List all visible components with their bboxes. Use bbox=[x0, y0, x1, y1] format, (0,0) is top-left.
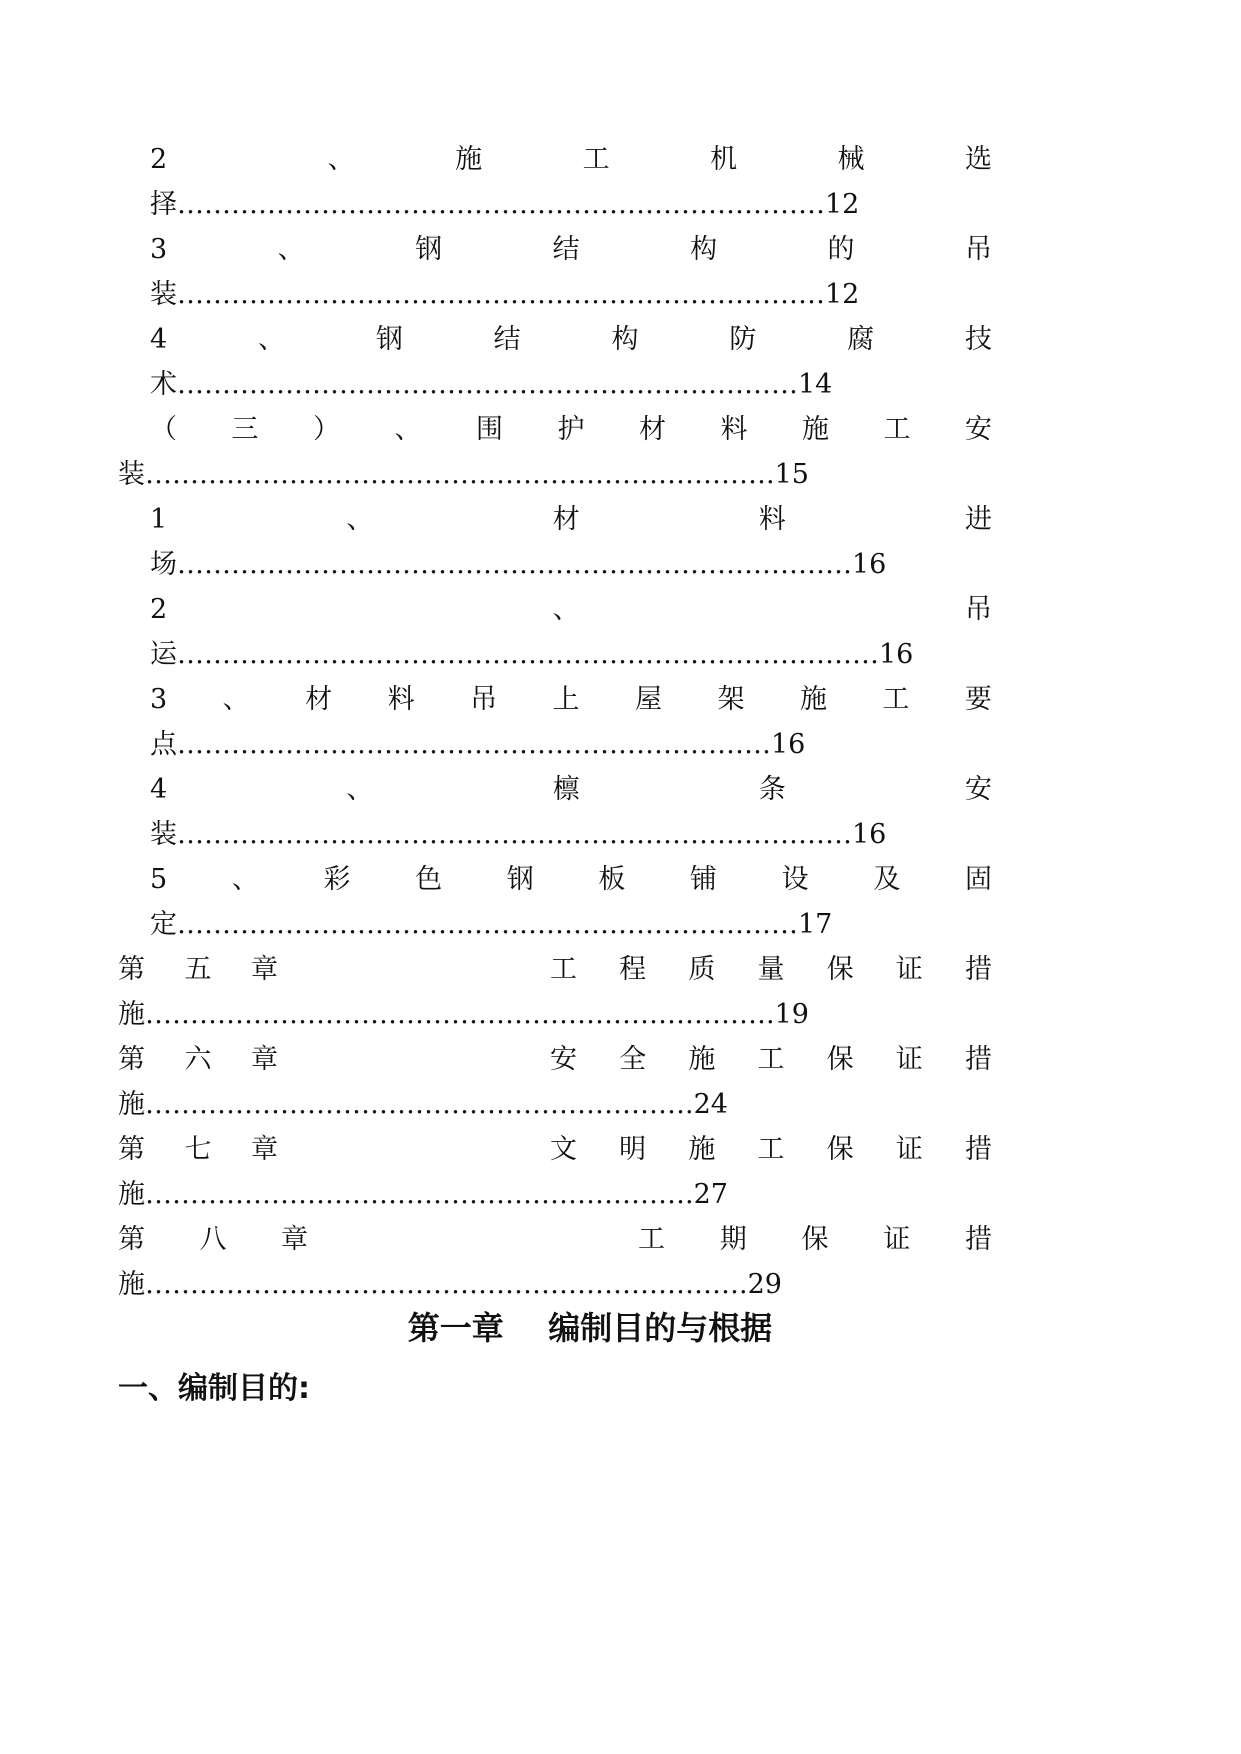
toc-title-end: 装 bbox=[118, 459, 145, 490]
toc-title-char: 2 bbox=[150, 144, 168, 175]
toc-leader: …………………………………………………………… bbox=[177, 909, 798, 940]
toc-title-char: 构 bbox=[690, 234, 718, 265]
toc-title-char: 措 bbox=[964, 1044, 992, 1075]
toc-title-char: 六 bbox=[184, 1044, 212, 1075]
toc-title-char: 章 bbox=[251, 954, 278, 985]
toc-leader: ………………………………………………………………… bbox=[177, 549, 852, 580]
toc-title-char: 围 bbox=[476, 414, 503, 445]
toc-title-char: 工 bbox=[757, 1134, 785, 1165]
toc-title-char: 要 bbox=[964, 684, 992, 715]
toc-entry-title bbox=[150, 500, 992, 540]
toc-title-end: 点 bbox=[150, 729, 177, 760]
toc-title-char: 吊 bbox=[965, 594, 992, 625]
toc-title-char: 程 bbox=[619, 954, 647, 985]
toc-title-char: 腐 bbox=[847, 324, 875, 355]
toc-title-char: 架 bbox=[717, 684, 745, 715]
toc-title-char: 安 bbox=[550, 1044, 577, 1075]
toc-entry-title bbox=[150, 410, 992, 450]
toc-title-char: 5 bbox=[150, 864, 168, 895]
toc-leader: …………………………………………………………. bbox=[145, 1269, 748, 1300]
toc-entry-leader bbox=[150, 365, 832, 405]
toc-title-char: 证 bbox=[895, 1044, 923, 1075]
toc-title-char: 工 bbox=[638, 1224, 665, 1255]
toc-page-number: 19 bbox=[774, 999, 809, 1030]
toc-page-number: 12 bbox=[825, 189, 860, 220]
toc-title-char: 吊 bbox=[965, 234, 992, 265]
toc-entry-title bbox=[150, 590, 992, 630]
toc-page-number: 27 bbox=[693, 1179, 728, 1210]
toc-page-number: 16 bbox=[852, 819, 887, 850]
toc-title-char: 第 bbox=[118, 954, 145, 985]
toc-entry-leader bbox=[150, 725, 805, 765]
toc-title-end: 定 bbox=[150, 909, 177, 940]
toc-title-char: 钢 bbox=[415, 234, 443, 265]
toc-title-char: 质 bbox=[688, 954, 716, 985]
toc-title-char: 工 bbox=[550, 954, 577, 985]
toc-title-char: 、 bbox=[277, 234, 305, 265]
toc-title-end: 装 bbox=[150, 819, 177, 850]
toc-title-char: 料 bbox=[387, 684, 415, 715]
toc-title-char: 文 bbox=[550, 1134, 577, 1165]
section-heading: 一、编制目的: bbox=[118, 1371, 310, 1406]
toc-title-char: 设 bbox=[781, 864, 809, 895]
toc-title-end: 装 bbox=[150, 279, 177, 310]
toc-title-char: 措 bbox=[965, 1224, 992, 1255]
toc-leader: ………………………………………………………………… bbox=[177, 819, 852, 850]
toc-title-char: 3 bbox=[150, 684, 168, 715]
toc-title-char: 保 bbox=[826, 1134, 854, 1165]
toc-leader: ……………………………………………………. bbox=[145, 1089, 694, 1120]
toc-entry-title bbox=[150, 230, 992, 270]
toc-leader: ……………………………………………………. bbox=[145, 1179, 694, 1210]
toc-entry-leader bbox=[118, 1175, 728, 1215]
toc-title-char: 4 bbox=[150, 774, 168, 805]
toc-leader: ……………………………………………………………… bbox=[177, 279, 825, 310]
toc-title-char: 材 bbox=[552, 504, 580, 535]
toc-title-char: 量 bbox=[757, 954, 785, 985]
toc-title-char: 构 bbox=[611, 324, 639, 355]
toc-page-number: 15 bbox=[774, 459, 809, 490]
toc-title-char: 期 bbox=[719, 1224, 747, 1255]
toc-title-char: 及 bbox=[873, 864, 901, 895]
toc-title-char: 板 bbox=[598, 864, 626, 895]
toc-title-char: 、 bbox=[327, 144, 355, 175]
toc-leader: ……………………………………………………………. bbox=[145, 459, 775, 490]
toc-title-char: 结 bbox=[493, 324, 521, 355]
toc-title-end: 施 bbox=[118, 1089, 145, 1120]
toc-title-char: 施 bbox=[688, 1134, 716, 1165]
toc-title-char: 五 bbox=[184, 954, 212, 985]
toc-title-end: 场 bbox=[150, 549, 177, 580]
toc-title-char: 安 bbox=[965, 774, 992, 805]
toc-title-char: 保 bbox=[826, 954, 854, 985]
toc-entry-leader bbox=[150, 185, 859, 225]
toc-page-number: 29 bbox=[747, 1269, 782, 1300]
toc-page-number: 16 bbox=[879, 639, 914, 670]
toc-title-char: 保 bbox=[826, 1044, 854, 1075]
toc-title-char: ） bbox=[313, 414, 340, 445]
toc-entry-title bbox=[150, 320, 992, 360]
toc-page-number: 17 bbox=[798, 909, 833, 940]
toc-title-char: 证 bbox=[895, 954, 923, 985]
toc-title-char: 施 bbox=[688, 1044, 716, 1075]
toc-title-char: 第 bbox=[118, 1224, 145, 1255]
toc-title-char: 料 bbox=[758, 504, 786, 535]
toc-title-char: 彩 bbox=[323, 864, 351, 895]
toc-entry-title bbox=[150, 860, 992, 900]
toc-page-number: 24 bbox=[693, 1089, 728, 1120]
toc-title-char: 全 bbox=[619, 1044, 647, 1075]
toc-title-char: 、 bbox=[346, 504, 374, 535]
toc-title-char: 明 bbox=[619, 1134, 647, 1165]
toc-page-number: 12 bbox=[825, 279, 860, 310]
toc-entry-leader bbox=[150, 815, 886, 855]
toc-title-char: 、 bbox=[222, 684, 250, 715]
toc-leader: …………………………………………………………… bbox=[177, 369, 798, 400]
toc-title-char: 铺 bbox=[690, 864, 718, 895]
toc-title-char: 色 bbox=[415, 864, 443, 895]
toc-title-char: 、 bbox=[552, 594, 580, 625]
toc-title-char: 八 bbox=[199, 1224, 227, 1255]
toc-entry-leader bbox=[118, 1265, 782, 1305]
toc-entry-leader bbox=[118, 995, 809, 1035]
toc-title-char: 4 bbox=[150, 324, 168, 355]
toc-entry-leader bbox=[150, 545, 886, 585]
toc-title-char: 第 bbox=[118, 1044, 145, 1075]
toc-title-char: 上 bbox=[552, 684, 580, 715]
toc-title-char: 工 bbox=[757, 1044, 785, 1075]
toc-title-char: 材 bbox=[639, 414, 666, 445]
toc-title-end: 施 bbox=[118, 1269, 145, 1300]
toc-title-char: 钢 bbox=[375, 324, 403, 355]
toc-title-char: 材 bbox=[305, 684, 333, 715]
toc-title-char: 章 bbox=[251, 1134, 278, 1165]
toc-title-char: 檩 bbox=[552, 774, 580, 805]
toc-title-char: 3 bbox=[150, 234, 168, 265]
toc-title-char: 、 bbox=[258, 324, 286, 355]
toc-title-char: 施 bbox=[802, 414, 829, 445]
toc-title-char: 证 bbox=[883, 1224, 911, 1255]
toc-entry-title bbox=[150, 770, 992, 810]
toc-title-char: 的 bbox=[827, 234, 855, 265]
toc-leader: ………………………………………………………… bbox=[177, 729, 771, 760]
toc-title-char: 施 bbox=[799, 684, 827, 715]
toc-entry-leader bbox=[150, 275, 859, 315]
toc-title-char: 工 bbox=[582, 144, 610, 175]
toc-title-char: 、 bbox=[346, 774, 374, 805]
toc-title-char: 第 bbox=[118, 1134, 145, 1165]
toc-title-char: 防 bbox=[729, 324, 757, 355]
toc-title-char: 屋 bbox=[635, 684, 662, 715]
toc-page-number: 16 bbox=[771, 729, 806, 760]
toc-title-char: 章 bbox=[251, 1044, 278, 1075]
toc-title-end: 施 bbox=[118, 999, 145, 1030]
toc-page-number: 16 bbox=[852, 549, 887, 580]
toc-title-char: 七 bbox=[184, 1134, 212, 1165]
toc-entry-title bbox=[118, 950, 992, 990]
toc-title-end: 术 bbox=[150, 369, 177, 400]
toc-title-end: 择 bbox=[150, 189, 177, 220]
toc-title-char: 措 bbox=[964, 954, 992, 985]
toc-title-char: 钢 bbox=[506, 864, 534, 895]
toc-title-char: 1 bbox=[150, 504, 168, 535]
toc-title-char: 、 bbox=[231, 864, 259, 895]
toc-entry-leader bbox=[118, 1085, 728, 1125]
toc-title-char: 证 bbox=[895, 1134, 923, 1165]
toc-entry-title bbox=[150, 680, 992, 720]
toc-title-char: 、 bbox=[394, 414, 422, 445]
toc-leader: …………………………………………………………………… bbox=[177, 639, 879, 670]
toc-leader: ……………………………………………………………. bbox=[145, 999, 775, 1030]
toc-title-char: 措 bbox=[964, 1134, 992, 1165]
toc-leader: ……………………………………………………………… bbox=[177, 189, 825, 220]
toc-title-char: 工 bbox=[883, 414, 911, 445]
toc-page-number: 14 bbox=[798, 369, 833, 400]
toc-title-char: 保 bbox=[801, 1224, 829, 1255]
toc-entry-title bbox=[118, 1220, 992, 1260]
toc-entry-leader bbox=[150, 635, 913, 675]
toc-title-char: 机 bbox=[710, 144, 738, 175]
toc-title-char: 料 bbox=[720, 414, 748, 445]
toc-title-char: 结 bbox=[552, 234, 580, 265]
toc-title-end: 运 bbox=[150, 639, 177, 670]
chapter-heading: 第一章 编制目的与根据 bbox=[407, 1309, 773, 1347]
toc-title-char: 护 bbox=[557, 414, 585, 445]
toc-title-char: 吊 bbox=[470, 684, 498, 715]
toc-title-char: （ bbox=[150, 414, 177, 445]
toc-title-char: 技 bbox=[964, 324, 992, 355]
toc-entry-title bbox=[118, 1040, 992, 1080]
toc-title-char: 2 bbox=[150, 594, 168, 625]
toc-title-char: 进 bbox=[965, 504, 992, 535]
toc-entry-title bbox=[118, 1130, 992, 1170]
toc-entry-leader bbox=[150, 905, 832, 945]
toc-title-char: 三 bbox=[231, 414, 259, 445]
toc-title-char: 固 bbox=[964, 864, 992, 895]
toc-title-char: 选 bbox=[965, 144, 992, 175]
toc-title-end: 施 bbox=[118, 1179, 145, 1210]
toc-title-char: 工 bbox=[882, 684, 910, 715]
toc-title-char: 施 bbox=[455, 144, 483, 175]
toc-title-char: 条 bbox=[758, 774, 786, 805]
toc-title-char: 械 bbox=[837, 144, 865, 175]
toc-title-char: 章 bbox=[281, 1224, 308, 1255]
toc-title-char: 安 bbox=[965, 414, 992, 445]
toc-entry-leader bbox=[118, 455, 809, 495]
toc-entry-title bbox=[150, 140, 992, 180]
